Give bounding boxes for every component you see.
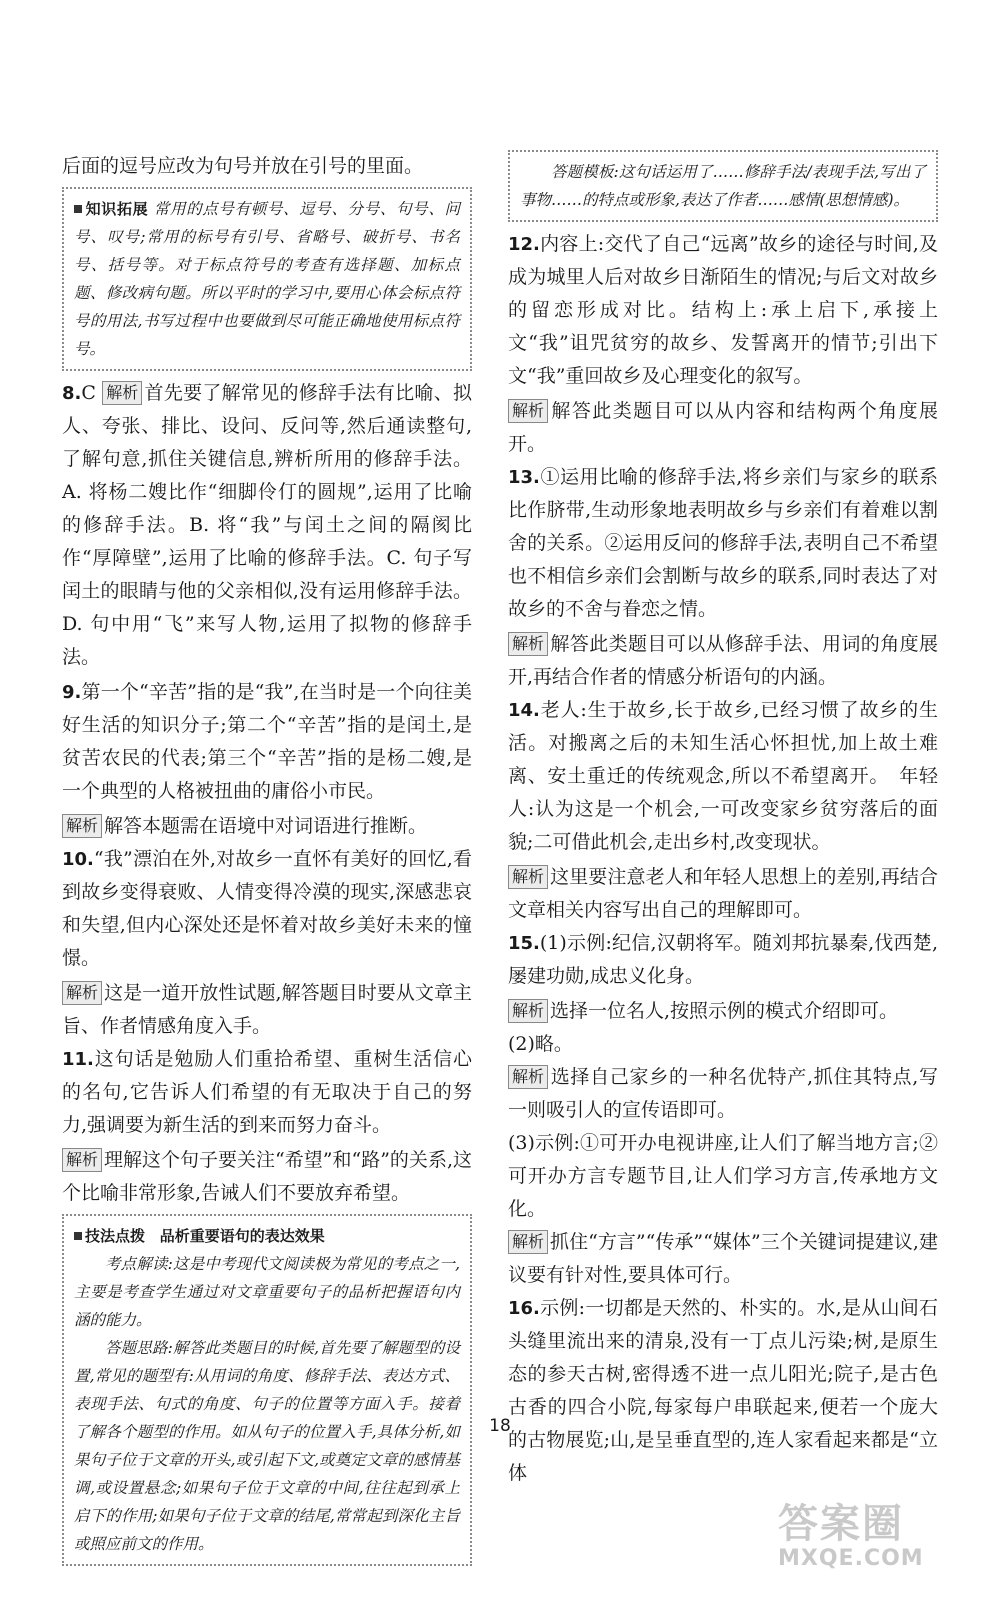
- answer-text: 这句话是勉励人们重拾希望、重树生活信心的名句,它告诉人们希望的有无取决于自己的努力,强调要为新生活的到来而努力奋斗。: [62, 1048, 472, 1136]
- analysis-text: 这里要注意老人和年轻人思想上的差别,再结合文章相关内容写出自己的理解即可。: [508, 866, 938, 921]
- answer-item: [508, 228, 938, 393]
- analysis-text: 这是一道开放性试题,解答题目时要从文章主旨、作者情感角度入手。: [62, 982, 472, 1037]
- answer-text: 老人:生于故乡,长于故乡,已经习惯了故乡的生活。对搬离之后的未知生活心怀担忧,加上故土难离、安土重迁的传统观念,所以不希望离开。 年轻人:认为这是一个机会,一可改变家乡贫穷落后的面貌;二可借此机会,走出乡村,改变现状。: [508, 699, 938, 853]
- analysis-tag: 解析: [508, 865, 548, 889]
- answer-choice: C: [81, 382, 96, 404]
- answer-text: 首先要了解常见的修辞手法有比喻、拟人、夸张、排比、设问、反问等,然后通读整句,了解句意,抓住关键信息,辨析所用的修辞手法。A. 将杨二嫂比作“细脚伶仃的圆规”,运用了比喻的修辞手法。B. 将“我”与闰土之间的隔阂比作“厚障壁”,运用了比喻的修辞手法。C. 句子写闰土的眼睛与他的父亲相似,没有运用修辞手法。D. 句中用“飞”来写人物,运用了拟物的修辞手法。: [62, 382, 472, 668]
- answer-text: 内容上:交代了自己“远离”故乡的途径与时间,及成为城里人后对故乡日渐陌生的情况;与后文对故乡的留恋形成对比。结构上:承上启下,承接上文“我”诅咒贫穷的故乡、发誓离开的情节;引出下文“我”重回故乡及心理变化的叙写。: [508, 233, 938, 387]
- skill-box-head: 技法点拨: [74, 1227, 145, 1245]
- analysis-line: [62, 977, 472, 1043]
- item-number: 12.: [508, 234, 540, 255]
- left-column: [62, 150, 472, 1572]
- watermark-url: MXQE.COM: [778, 1546, 924, 1571]
- analysis-tag: 解析: [508, 632, 548, 656]
- item-number: 8.: [62, 383, 82, 404]
- square-bullet-icon: [74, 205, 82, 213]
- square-bullet-icon: [74, 1232, 82, 1240]
- right-column: [508, 150, 938, 1492]
- analysis-tag: 解析: [508, 999, 548, 1023]
- answer-text: 示例:一切都是天然的、朴实的。水,是从山间石头缝里流出来的清泉,没有一丁点儿污染;树,是原生态的参天古树,密得透不进一点儿阳光;院子,是古色古香的四合小院,每家每户串联起来,便若一个庞大的古物展览;山,是呈垂直型的,连人家看起来都是“立体: [508, 1297, 938, 1484]
- template-box: [508, 150, 938, 222]
- item-number: 13.: [508, 467, 540, 488]
- answer-item: [62, 843, 472, 975]
- knowledge-box-text: 常用的点号有顿号、逗号、分号、句号、问号、叹号;常用的标号有引号、省略号、破折号、书名号、括号等。对于标点符号的考查有选择题、加标点题、修改病句题。所以平时的学习中,要用心体会标点符号的用法,书写过程中也要做到尽可能正确地使用标点符号。: [74, 200, 460, 358]
- knowledge-box: [62, 187, 472, 371]
- page-number: 18: [489, 1416, 511, 1436]
- knowledge-box-head: 知识拓展: [74, 200, 148, 218]
- analysis-line: [62, 810, 472, 843]
- analysis-text: 抓住“方言”“传承”“媒体”三个关键词提建议,建议要有针对性,要具体可行。: [508, 1231, 938, 1286]
- skill-box-title: 品析重要语句的表达效果: [159, 1227, 325, 1245]
- analysis-line: [508, 628, 938, 694]
- watermark-logo: [778, 1502, 978, 1572]
- answer-text: 第一个“辛苦”指的是“我”,在当时是一个向往美好生活的知识分子;第二个“辛苦”指的是闰土,是贫苦农民的代表;第三个“辛苦”指的是杨二嫂,是一个典型的人格被扭曲的庸俗小市民。: [62, 681, 472, 802]
- template-box-text: 答题模板:这句话运用了……修辞手法/表现手法,写出了事物……的特点或形象,表达了作者……感情(思想情感)。: [520, 163, 926, 209]
- item-number: 14.: [508, 700, 540, 721]
- analysis-text: 解答此类题目可以从内容和结构两个角度展开。: [508, 400, 938, 455]
- answer-text: ①运用比喻的修辞手法,将乡亲们与家乡的联系比作脐带,生动形象地表明故乡与乡亲们有着难以割舍的关系。②运用反问的修辞手法,表明自己不希望也不相信乡亲们会割断与故乡的联系,同时表达了对故乡的不舍与眷恋之情。: [508, 466, 938, 620]
- answer-item: [62, 377, 472, 674]
- analysis-line: [508, 395, 938, 461]
- analysis-tag: 解析: [62, 814, 102, 838]
- analysis-text: 选择一位名人,按照示例的模式介绍即可。: [550, 1000, 899, 1022]
- item-number: 11.: [62, 1049, 94, 1070]
- analysis-tag: 解析: [102, 381, 142, 405]
- item-number: 10.: [62, 849, 94, 870]
- analysis-text: 解答此类题目可以从修辞手法、用词的角度展开,再结合作者的情感分析语句的内涵。: [508, 633, 938, 688]
- skill-box-paragraph: 考点解读:这是中考现代文阅读极为常见的考点之一,主要是考查学生通过对文章重要句子的品析把握语句内涵的能力。: [74, 1255, 460, 1329]
- answer-item: [62, 676, 472, 808]
- analysis-line: [62, 1144, 472, 1210]
- answer-item: [508, 694, 938, 859]
- watermark-logo-text: 答案圈: [778, 1501, 904, 1547]
- answer-item: [508, 927, 938, 993]
- answer-text: “我”漂泊在外,对故乡一直怀有美好的回忆,看到故乡变得衰败、人情变得冷漠的现实,深感悲哀和失望,但内心深处还是怀着对故乡美好未来的憧憬。: [62, 848, 472, 969]
- analysis-tag: 解析: [508, 1065, 548, 1089]
- answer-subpart: (2)略。: [508, 1033, 573, 1055]
- analysis-tag: 解析: [62, 981, 102, 1005]
- skill-box: [62, 1214, 472, 1566]
- answer-item: [508, 461, 938, 626]
- analysis-line: [508, 1061, 938, 1127]
- answer-item: [62, 1043, 472, 1142]
- item-number: 16.: [508, 1298, 540, 1319]
- analysis-text: 理解这个句子要关注“希望”和“路”的关系,这个比喻非常形象,告诫人们不要放弃希望。: [62, 1149, 472, 1204]
- analysis-tag: 解析: [508, 399, 548, 423]
- analysis-line: [508, 1226, 938, 1292]
- item-number: 15.: [508, 933, 540, 954]
- analysis-line: [508, 861, 938, 927]
- analysis-text: 解答本题需在语境中对词语进行推断。: [104, 815, 428, 837]
- analysis-tag: 解析: [508, 1230, 548, 1254]
- intro-line: 后面的逗号应改为句号并放在引号的里面。: [62, 155, 424, 177]
- answer-text: (1)示例:纪信,汉朝将军。随刘邦抗暴秦,伐西楚,屡建功勋,成忠义化身。: [508, 932, 938, 987]
- analysis-line: [508, 995, 938, 1028]
- skill-box-paragraph: 答题思路:解答此类题目的时候,首先要了解题型的设置,常见的题型有:从用词的角度、修辞手法、表达方式、表现手法、句式的角度、句子的位置等方面入手。接着了解各个题型的作用。如从句子的位置入手,具体分析,如果句子位于文章的开头,或引起下文,或奠定文章的感情基调,或设置悬念;如果句子位于文章的中间,往往起到承上启下的作用;如果句子位于文章的结尾,常常起到深化主旨或照应前文的作用。: [74, 1339, 460, 1553]
- item-number: 9.: [62, 682, 82, 703]
- analysis-text: 选择自己家乡的一种名优特产,抓住其特点,写一则吸引人的宣传语即可。: [508, 1066, 938, 1121]
- answer-subpart: (3)示例:①可开办电视讲座,让人们了解当地方言;②可开办方言专题节目,让人们学习方言,传承地方文化。: [508, 1132, 938, 1220]
- answer-item: [508, 1292, 938, 1490]
- analysis-tag: 解析: [62, 1148, 102, 1172]
